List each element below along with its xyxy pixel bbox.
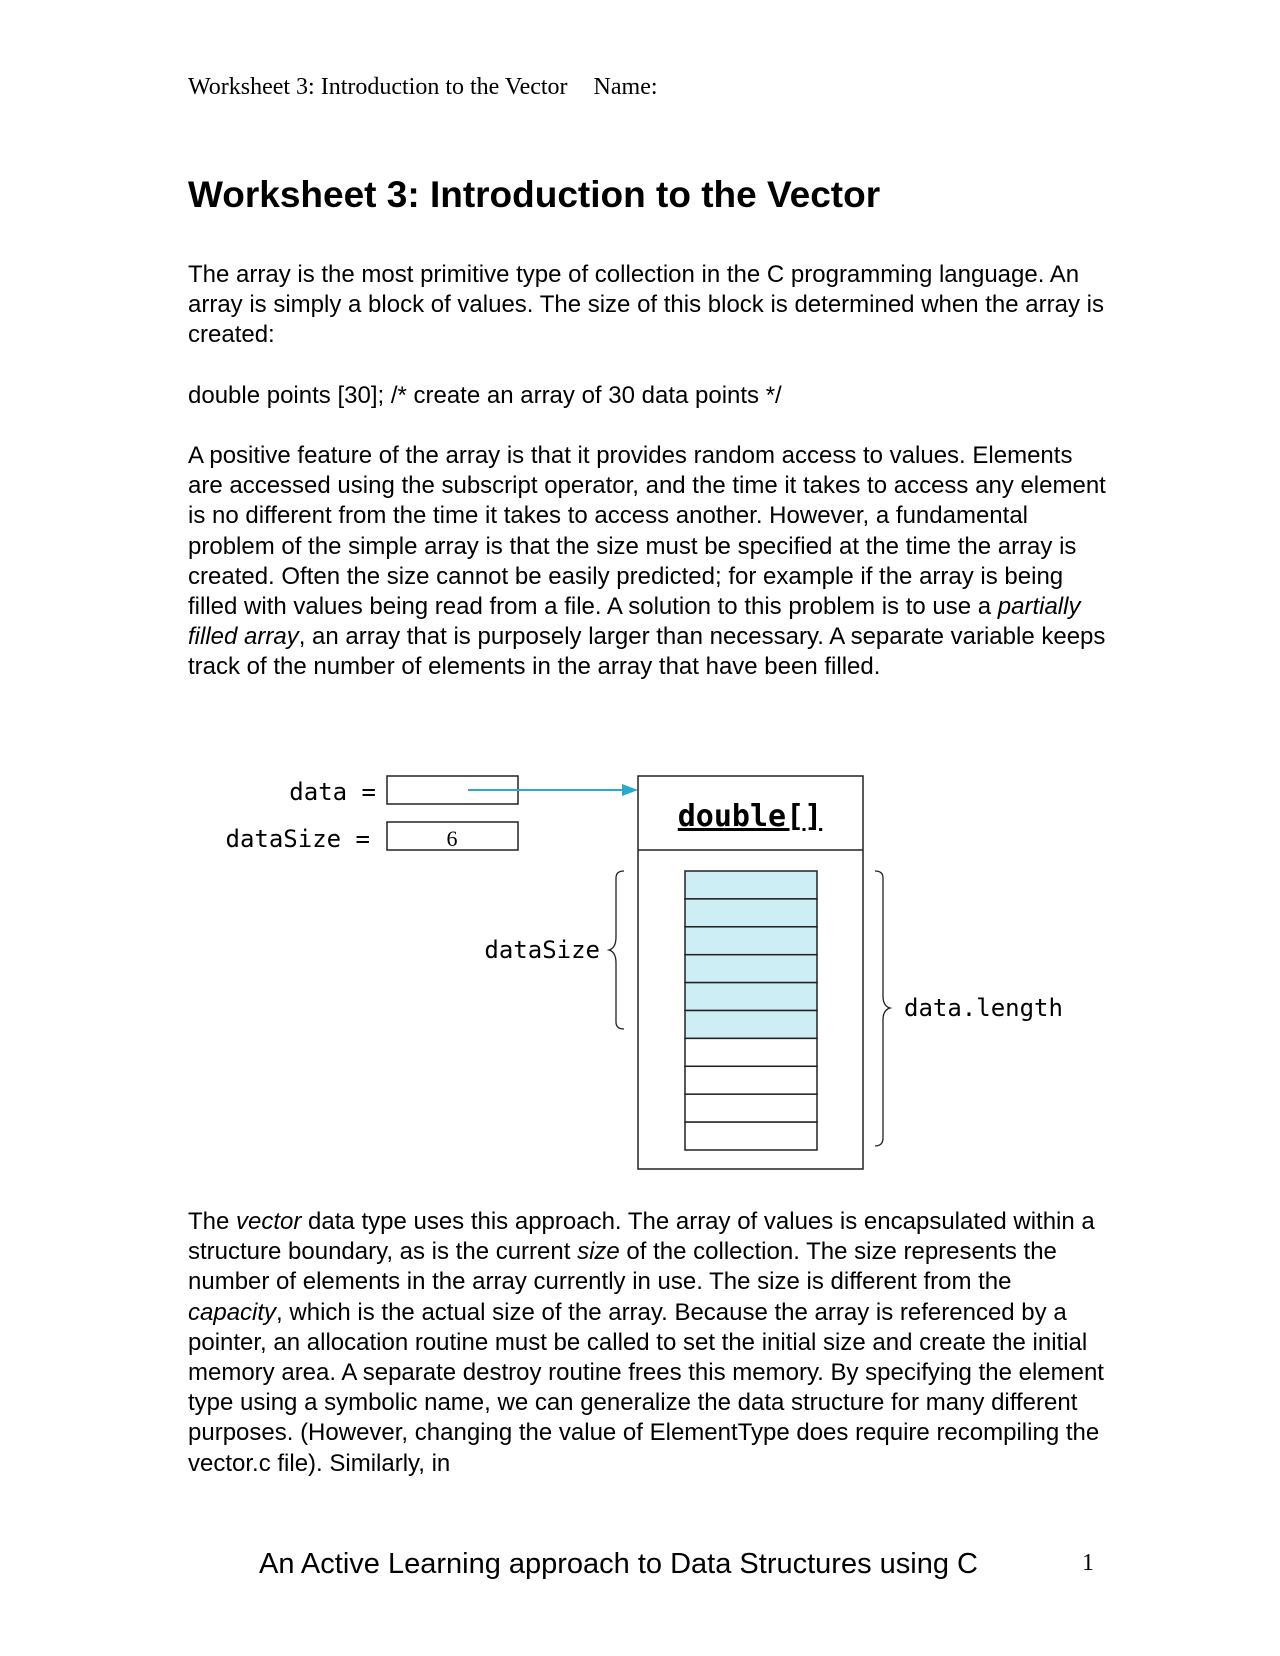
text: data type uses this approach. The array of values is encapsulated within a structure boundary, as is the current (188, 1208, 1095, 1266)
emphasis: size (577, 1238, 620, 1266)
running-header (188, 74, 678, 101)
text: of the collection. The size represents the number of elements in the array currently in use. The size is different from the (188, 1238, 1057, 1296)
empty-cell (685, 1122, 817, 1150)
arrow-head-icon (622, 784, 638, 796)
right-brace (875, 871, 890, 1146)
page-number: 1 (1082, 1550, 1094, 1576)
array-cells (685, 871, 817, 1150)
filled-cell (685, 983, 817, 1011)
empty-cell (685, 1066, 817, 1094)
brace-datasize-label: dataSize (484, 936, 600, 964)
vector-paragraph (188, 1207, 1108, 1479)
header-name-label: Name: (593, 74, 658, 100)
empty-cell (685, 1094, 817, 1122)
header-title: Worksheet 3: Introduction to the Vector (188, 74, 568, 100)
filled-cell (685, 871, 817, 899)
data-label: data = (289, 778, 376, 806)
filled-cell (685, 955, 817, 983)
datasize-value: 6 (446, 826, 458, 851)
array-type-label: double[] (677, 799, 823, 834)
emphasis: vector (236, 1208, 302, 1235)
datasize-label: dataSize = (225, 825, 370, 853)
filled-cell (685, 927, 817, 955)
brace-length-label: data.length (904, 994, 1063, 1022)
text: , which is the actual size of the array. Because the array is referenced by a pointer, an allocation routine must be called to set the initial size and create the initial memory area. A separate destroy routine frees this memory. By specifying the element type using a symbolic name, we can generalize the data structure for many different purposes. (However, changing the value of ElementType does require recompiling the vector.c file). Similarly, in (188, 1298, 1104, 1477)
partially-filled-array-diagram (0, 760, 1280, 1240)
array-paragraph (188, 441, 1108, 683)
filled-cell (685, 899, 817, 927)
empty-cell (685, 1038, 817, 1066)
text: The (188, 1208, 237, 1235)
filled-cell (685, 1011, 817, 1039)
left-brace (609, 871, 624, 1029)
text: A positive feature of the array is that it provides random access to values. Elements are accessed using the subscript operator, and the time it takes to access any element is no different from the time it takes to access another. However, a fundamental problem of the simple array is that the size must be specified at the time the array is created. Often the size cannot be easily predicted; for example if the array is being filled with values being read from a file. A solution to this problem is to use a (188, 442, 1106, 621)
intro-paragraph: The array is the most primitive type of collection in the C programming language. An array is simply a block of values. The size of this block is determined when the array is created: (188, 261, 1104, 349)
emphasis: capacity (188, 1298, 277, 1326)
footer-text: An Active Learning approach to Data Structures using C (259, 1548, 978, 1580)
text: , an array that is purposely larger than necessary. A separate variable keeps track of the number of elements in the array that have been filled. (188, 623, 1106, 681)
page-title: Worksheet 3: Introduction to the Vector (188, 174, 881, 215)
emphasis: partially filled array (188, 593, 1081, 651)
code-line: double points [30]; /* create an array of 30 data points */ (188, 382, 782, 409)
